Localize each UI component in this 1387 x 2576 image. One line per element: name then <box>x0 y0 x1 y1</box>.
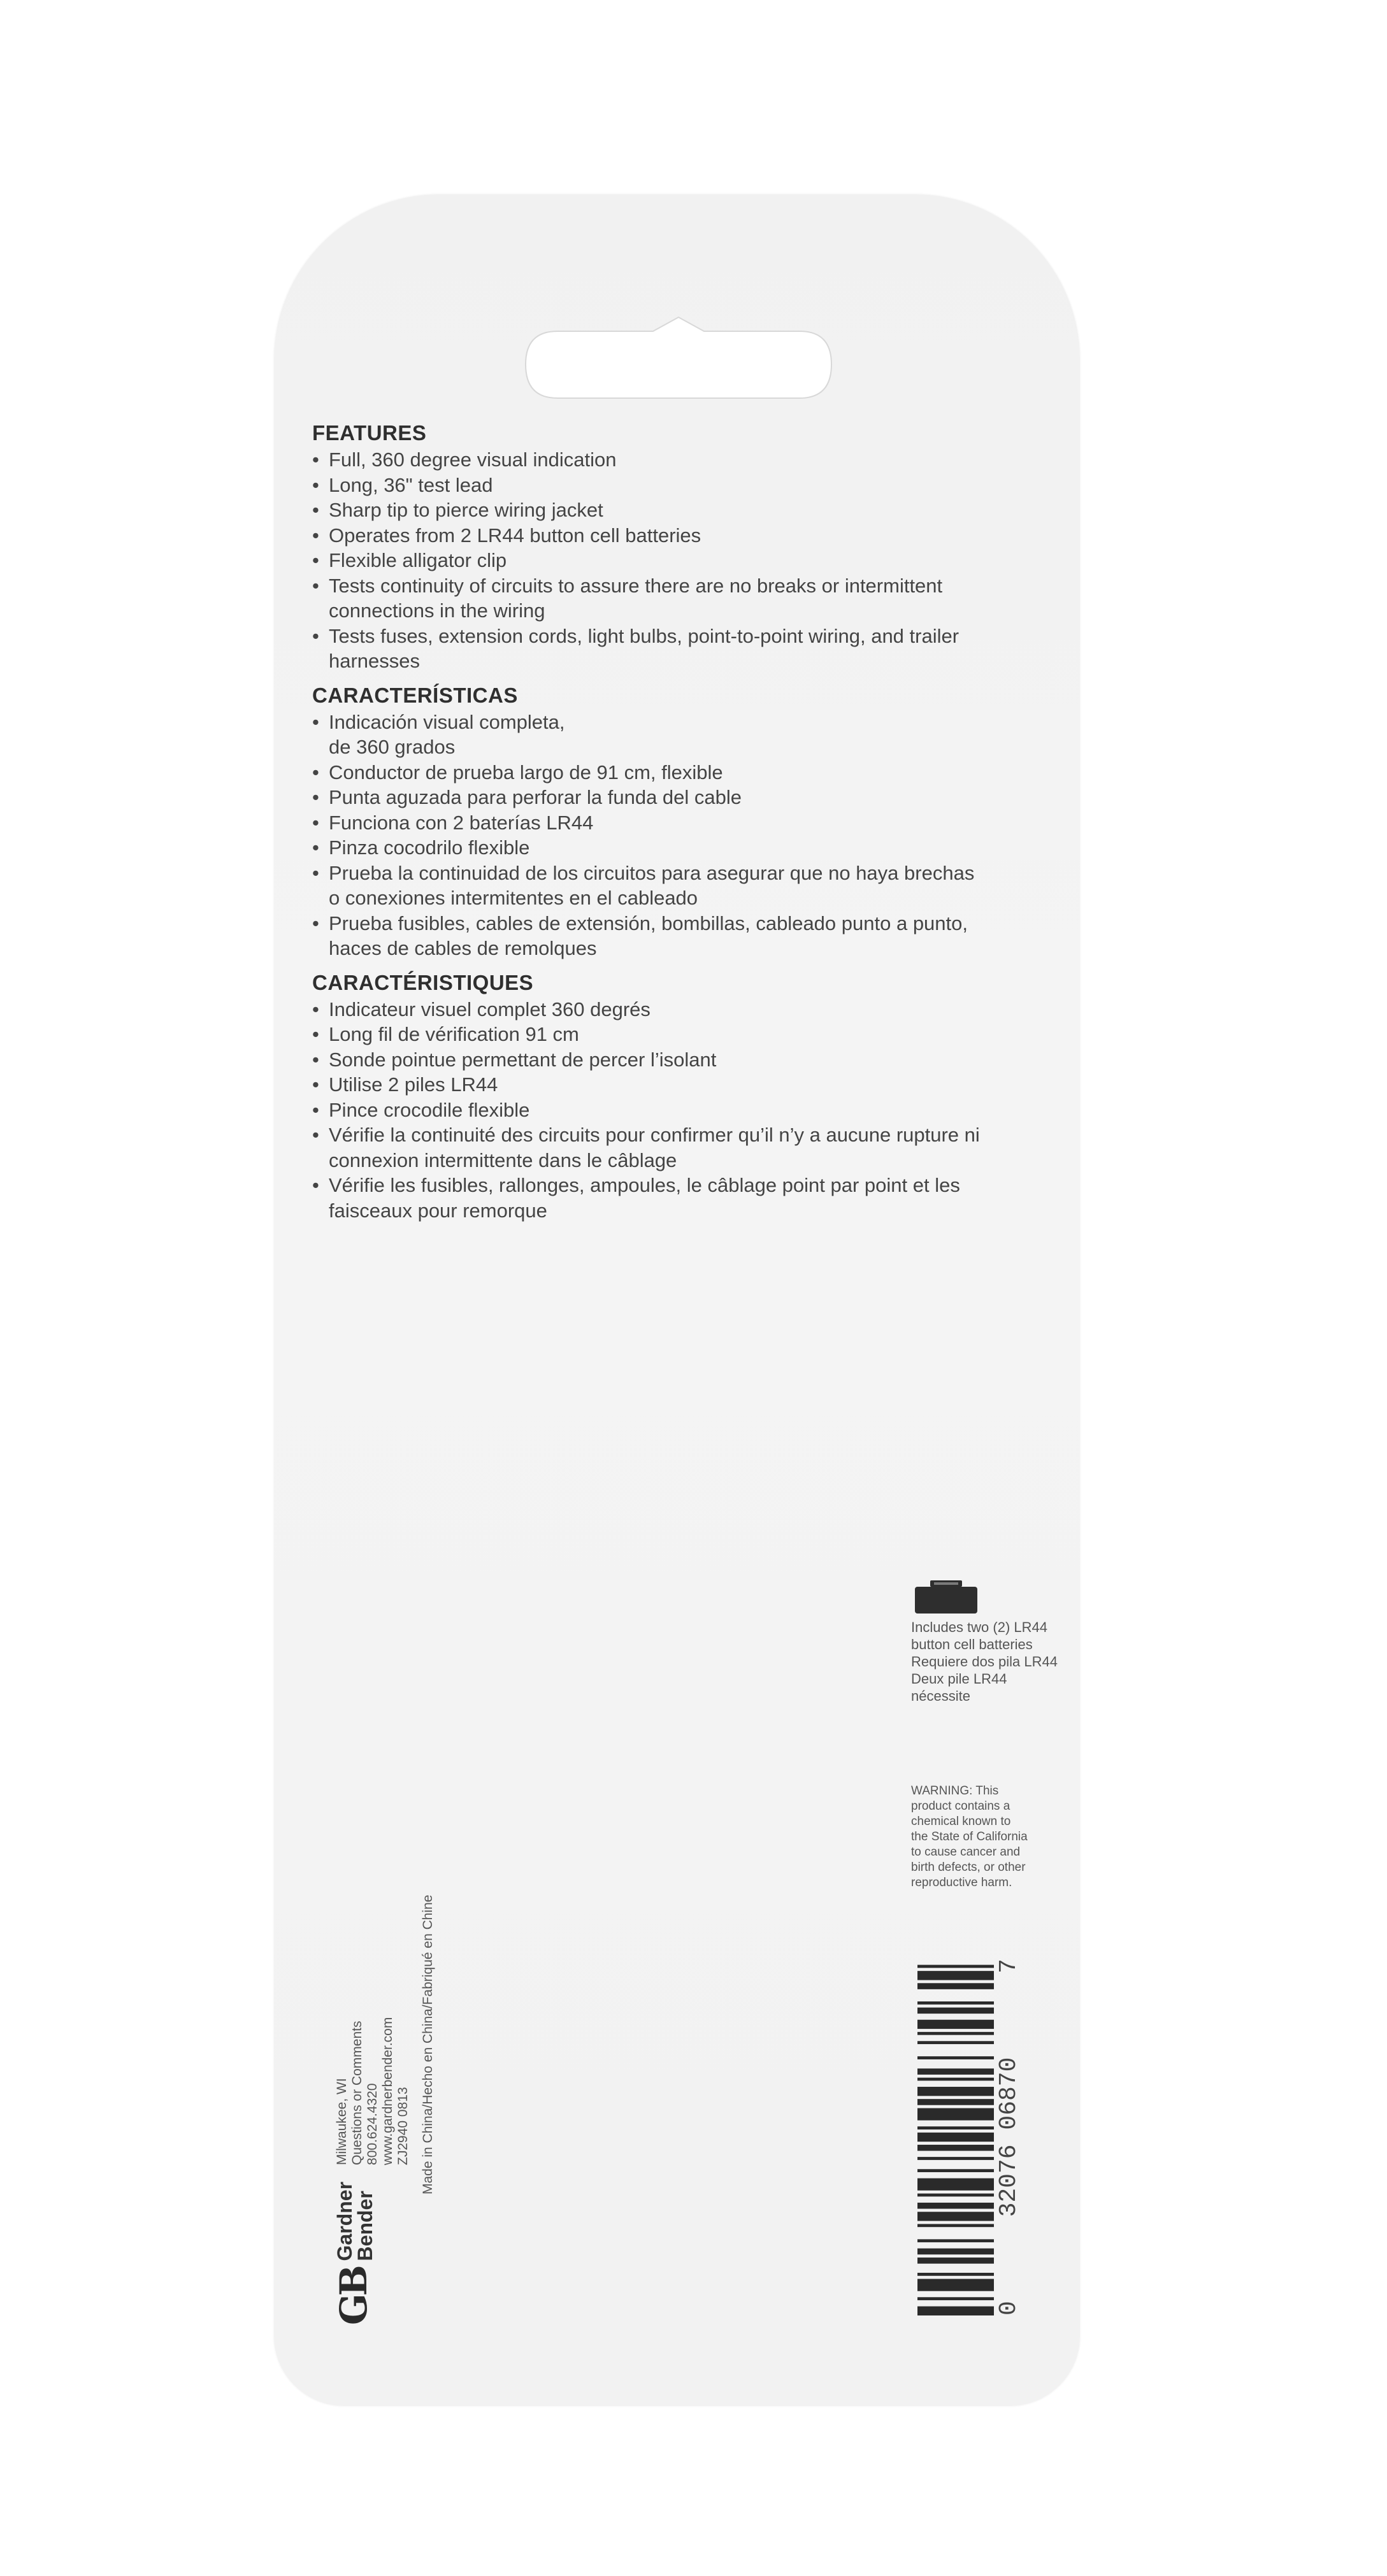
list-item: • Sharp tip to pierce wiring jacket <box>312 497 1045 523</box>
list-item: • Punta aguzada para perforar la funda del cable <box>312 785 1045 810</box>
barcode-bar <box>917 1965 994 1968</box>
barcode-bar <box>917 1983 994 1989</box>
features-section-fr <box>312 970 1045 1224</box>
battery-note-fr: Deux pile LR44 nécessite <box>911 1671 1007 1704</box>
contact-info <box>334 2017 411 2165</box>
barcode-bar <box>917 2041 994 2044</box>
gb-logo: GB <box>332 2267 375 2325</box>
barcode-bar <box>917 2133 994 2142</box>
list-item: • Pince crocodile flexible <box>312 1098 1045 1123</box>
battery-icon <box>911 1577 981 1616</box>
barcode-bar <box>917 2087 994 2096</box>
brand-block <box>334 1815 481 2325</box>
brand-name <box>334 2182 375 2261</box>
battery-note-es: Requiere dos pila LR44 <box>911 1654 1058 1670</box>
barcode-bar <box>917 2169 994 2172</box>
barcode-bar <box>917 2126 994 2129</box>
list-item: • Long fil de vérification 91 cm <box>312 1022 1045 1047</box>
battery-note-en: Includes two (2) LR44 button cell batteries <box>911 1619 1047 1652</box>
barcode-bar <box>917 2249 994 2255</box>
list-item: • Indicación visual completa, de 360 grados <box>312 710 1045 760</box>
contact-line: Milwaukee, WI <box>334 2078 349 2165</box>
blister-card-back <box>274 194 1080 2406</box>
barcode-bar <box>917 2297 994 2300</box>
barcode-digit-left: 0 <box>995 2301 1023 2315</box>
battery-note <box>911 1577 1064 1705</box>
barcode-bar <box>917 2145 994 2151</box>
barcode-bar <box>917 2239 994 2242</box>
features-section-en <box>312 420 1045 674</box>
brand-name-line2: Bender <box>354 2191 377 2261</box>
barcode-digit-main: 32076 06870 <box>995 2057 1023 2217</box>
list-item: • Full, 360 degree visual indication <box>312 447 1045 473</box>
made-in-text: Made in China/Hecho en China/Fabriqué en Chine <box>420 1894 435 2194</box>
features-section-es <box>312 683 1045 961</box>
barcode-bar <box>917 2099 994 2105</box>
list-item: • Operates from 2 LR44 button cell batteries <box>312 523 1045 548</box>
barcode <box>917 1959 1023 2315</box>
list-item: • Vérifie la continuité des circuits pour confirmer qu’il n’y a aucune rupture ni connexion intermittente dans le câblage <box>312 1122 1045 1173</box>
section-heading: CARACTERÍSTICAS <box>312 683 518 707</box>
list-item: • Pinza cocodrilo flexible <box>312 835 1045 861</box>
list-item: • Indicateur visuel complet 360 degrés <box>312 997 1045 1022</box>
list-item: • Prueba la continuidad de los circuitos para asegurar que no haya brechas o conexiones intermitentes en el cableado <box>312 861 1045 911</box>
hang-hole <box>519 312 838 417</box>
barcode-bar <box>917 2224 994 2227</box>
barcode-bar <box>917 2179 994 2191</box>
barcode-digits <box>995 1959 1023 2315</box>
barcode-bar <box>917 2212 994 2221</box>
barcode-bar <box>917 2108 994 2121</box>
features-text <box>312 420 1045 1232</box>
barcode-bar <box>917 2157 994 2160</box>
contact-line: Questions or Comments <box>350 2021 364 2165</box>
list-item: • Tests continuity of circuits to assure there are no breaks or intermittent connections in the wiring <box>312 573 1045 624</box>
barcode-bar <box>917 2020 994 2029</box>
list-item: • Long, 36" test lead <box>312 473 1045 498</box>
contact-line: www.gardnerbender.com <box>380 2017 395 2165</box>
prop65-warning: WARNING: This product contains a chemical known to the State of California to cause cancer and birth defects, or other reproductive harm. <box>911 1784 1028 1889</box>
section-heading: CARACTÉRISTIQUES <box>312 970 534 994</box>
barcode-bar <box>917 2001 994 2005</box>
barcode-bar <box>917 2307 994 2315</box>
list-item: • Funciona con 2 baterías LR44 <box>312 810 1045 836</box>
contact-line: ZJ2940 0813 <box>396 2087 410 2165</box>
barcode-bar <box>917 2203 994 2209</box>
barcode-bar <box>917 2258 994 2264</box>
list-item: • Tests fuses, extension cords, light bulbs, point-to-point wiring, and trailer harnesses <box>312 624 1045 674</box>
section-heading: FEATURES <box>312 421 427 445</box>
barcode-bar <box>917 2273 994 2276</box>
barcode-bar <box>917 2008 994 2014</box>
barcode-bar <box>917 2068 994 2075</box>
list-item: • Sonde pointue permettant de percer l’isolant <box>312 1047 1045 1073</box>
list-item: • Flexible alligator clip <box>312 548 1045 573</box>
list-item: • Conductor de prueba largo de 91 cm, flexible <box>312 760 1045 785</box>
barcode-bar <box>917 2032 994 2035</box>
barcode-bars <box>917 1959 994 2315</box>
brand-name-line1: Gardner <box>333 2181 356 2261</box>
list-item: • Vérifie les fusibles, rallonges, ampoules, le câblage point par point et les faisceaux pour remorque <box>312 1173 1045 1223</box>
contact-line: 800.624.4320 <box>365 2083 380 2165</box>
barcode-bar <box>917 1971 994 1980</box>
barcode-bar <box>917 2056 994 2059</box>
barcode-bar <box>917 2194 994 2197</box>
barcode-bar <box>917 2078 994 2081</box>
list-item: • Utilise 2 piles LR44 <box>312 1072 1045 1098</box>
barcode-digit-right: 7 <box>995 1959 1023 1973</box>
list-item: • Prueba fusibles, cables de extensión, bombillas, cableado punto a punto, haces de cables de remolques <box>312 911 1045 961</box>
barcode-bar <box>917 2279 994 2291</box>
